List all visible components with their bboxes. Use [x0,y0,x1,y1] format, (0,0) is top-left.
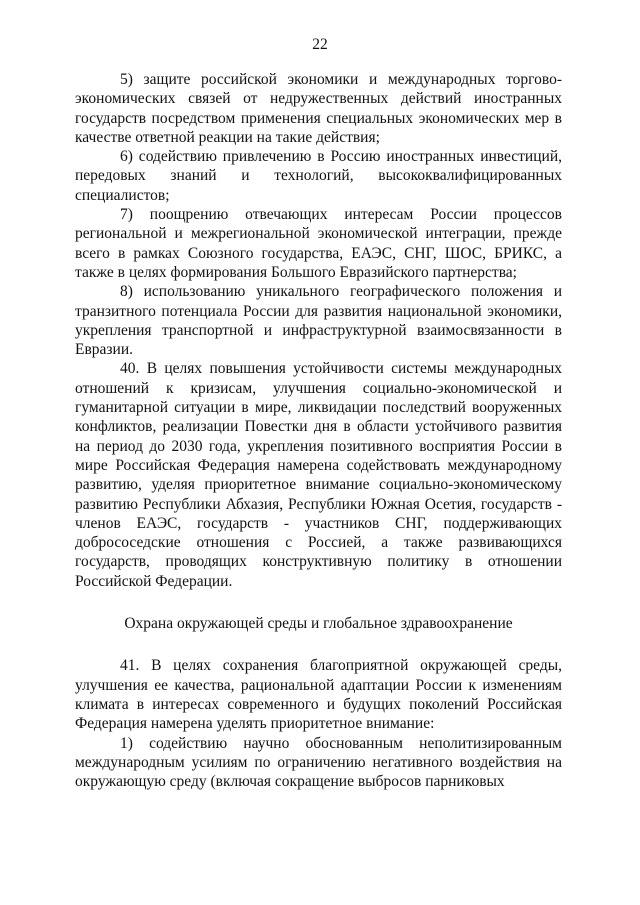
page-number: 22 [312,36,328,53]
paragraph-clause-41: 41. В целях сохранения благоприятной окружающей среды, улучшения ее качества, рациональной адаптации России к изменениям климата в интересах современного и будущих поколений Российская Федерация намерена уделять приоритетное внимание: [75,657,562,733]
document-body [75,70,562,791]
paragraph-item-1: 1) содействию научно обоснованным неполитизированным международным усилиям по ограничению негативного воздействия на окружающую среду (включая сокращение выбросов парниковых [75,734,562,791]
paragraph-item-7: 7) поощрению отвечающих интересам России процессов региональной и межрегиональной экономической интеграции, прежде всего в рамках Союзного государства, ЕАЭС, СНГ, ШОС, БРИКС, а также в целях формирования Большого Евразийского партнерства; [75,206,562,281]
section-heading: Охрана окружающей среды и глобальное здравоохранение [124,615,513,633]
paragraph-clause-40: 40. В целях повышения устойчивости системы международных отношений к кризисам, улучшения социально-экономической и гуманитарной ситуации в мире, ликвидации последствий вооруженных конфликтов, реализации Повестки дня в области устойчивого развития на период до 2030 года, укрепления позитивного восприятия России в мире Российская Федерация намерена содействовать международному развитию, уделяя приоритетное внимание социально-экономическому развитию Республики Абхазия, Республики Южная Осетия, государств - членов ЕАЭС, государств - участников СНГ, поддерживающих добрососедские отношения с Россией, а также развивающихся государств, проводящих конструктивную политику в отношении Российской Федерации. [75,360,562,590]
paragraph-item-5: 5) защите российской экономики и международных торгово-экономических связей от недружественных действий иностранных государств посредством применения специальных экономических мер в качестве ответной реакции на такие действия; [75,71,562,146]
paragraph-item-8: 8) использованию уникального географического положения и транзитного потенциала России для развития национальной экономики, укрепления транспортной и инфраструктурной взаимосвязанности в Евразии. [75,283,562,359]
paragraph-item-6: 6) содействию привлечению в Россию иностранных инвестиций, передовых знаний и технологий, высококвалифицированных специалистов; [75,148,562,204]
